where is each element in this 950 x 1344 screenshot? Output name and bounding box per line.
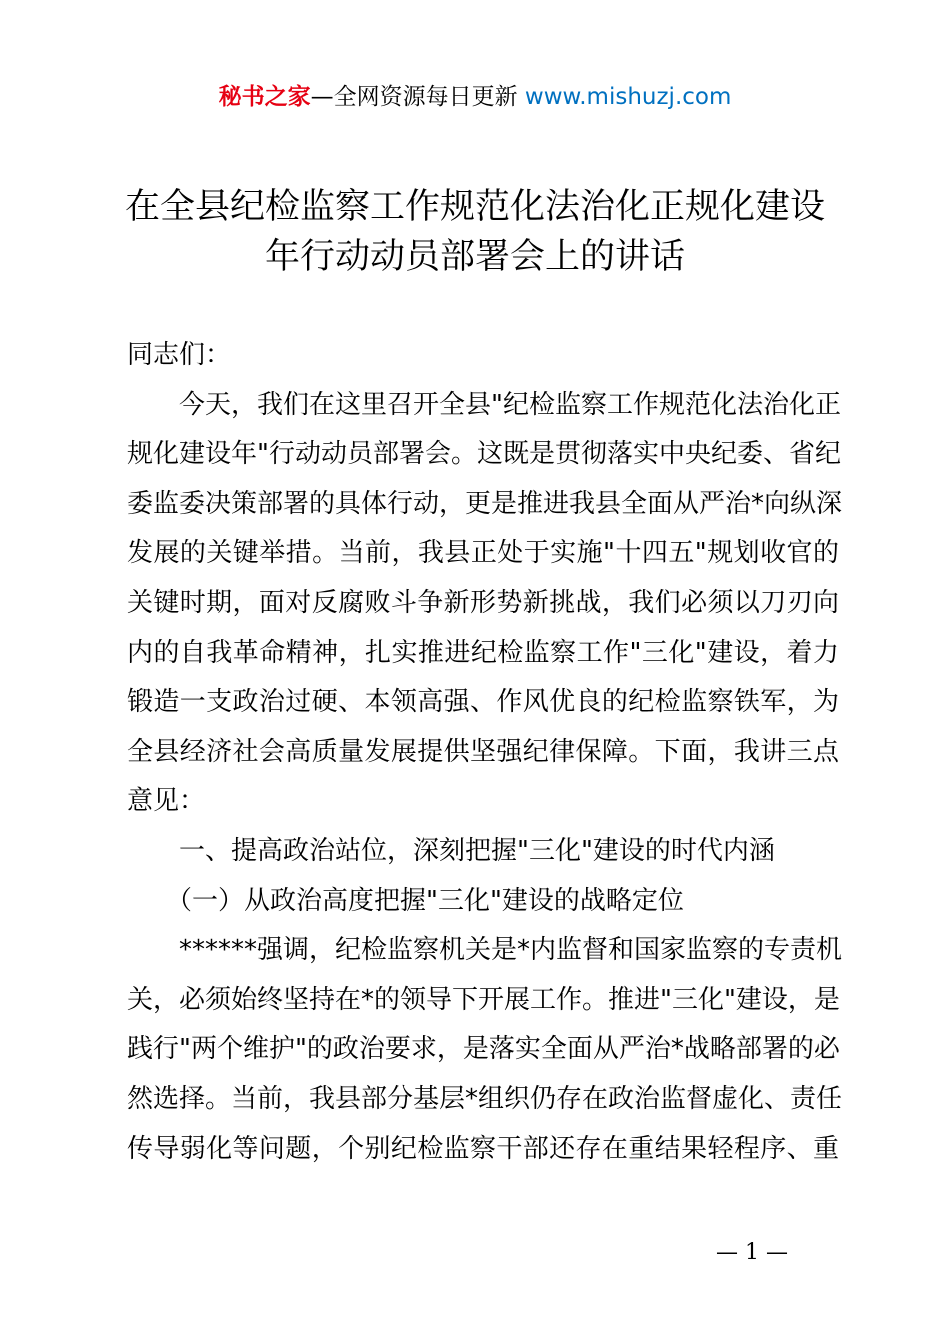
body-line: 锻造一支政治过硬、本领高强、作风优良的纪检监察铁军，为 (127, 687, 839, 718)
body-line: 发展的关键举措。当前，我县正处于实施"十四五"规划收官的 (127, 538, 839, 569)
subsection-heading-1: （一）从政治高度把握"三化"建设的战略定位 (127, 885, 684, 916)
body-line: 规化建设年"行动动员部署会。这既是贯彻落实中央纪委、省纪 (127, 439, 841, 470)
body-line: 内的自我革命精神，扎实推进纪检监察工作"三化"建设，着力 (127, 637, 839, 668)
body-line: 关键时期，面对反腐败斗争新形势新挑战，我们必须以刀刃向 (127, 587, 839, 618)
body-line: 今天，我们在这里召开全县"纪检监察工作规范化法治化正 (127, 389, 841, 420)
body-line: ******强调，纪检监察机关是*内监督和国家监察的专责机 (127, 935, 843, 966)
document-body (127, 331, 843, 1174)
body-line: 全县经济社会高质量发展提供坚强纪律保障。下面，我讲三点 (127, 736, 839, 767)
title-line-1: 在全县纪检监察工作规范化法治化正规化建设 (124, 187, 825, 227)
body-line: 然选择。当前，我县部分基层*组织仍存在政治监督虚化、责任 (127, 1083, 843, 1114)
body-line: 关，必须始终坚持在*的领导下开展工作。推进"三化"建设，是 (127, 984, 840, 1015)
body-line: 委监委决策部署的具体行动，更是推进我县全面从严治*向纵深 (127, 488, 843, 519)
body-line: 传导弱化等问题，个别纪检监察干部还存在重结果轻程序、重 (127, 1133, 839, 1164)
title-line-2: 年行动动员部署会上的讲话 (264, 237, 685, 277)
section-heading-1: 一、提高政治站位，深刻把握"三化"建设的时代内涵 (127, 835, 775, 866)
site-brand: 秘书之家 (218, 84, 311, 110)
site-url-link[interactable]: www.mishuzj.com (524, 84, 732, 110)
site-tagline: —全网资源每日更新 (310, 84, 525, 110)
site-banner (0, 80, 950, 114)
body-line: 践行"两个维护"的政治要求，是落实全面从严治*战略部署的必 (127, 1034, 840, 1065)
salutation: 同志们： (127, 340, 232, 370)
page-number: — 1 — (716, 1240, 788, 1265)
document-title (60, 182, 890, 282)
body-line: 意见： (127, 786, 206, 817)
